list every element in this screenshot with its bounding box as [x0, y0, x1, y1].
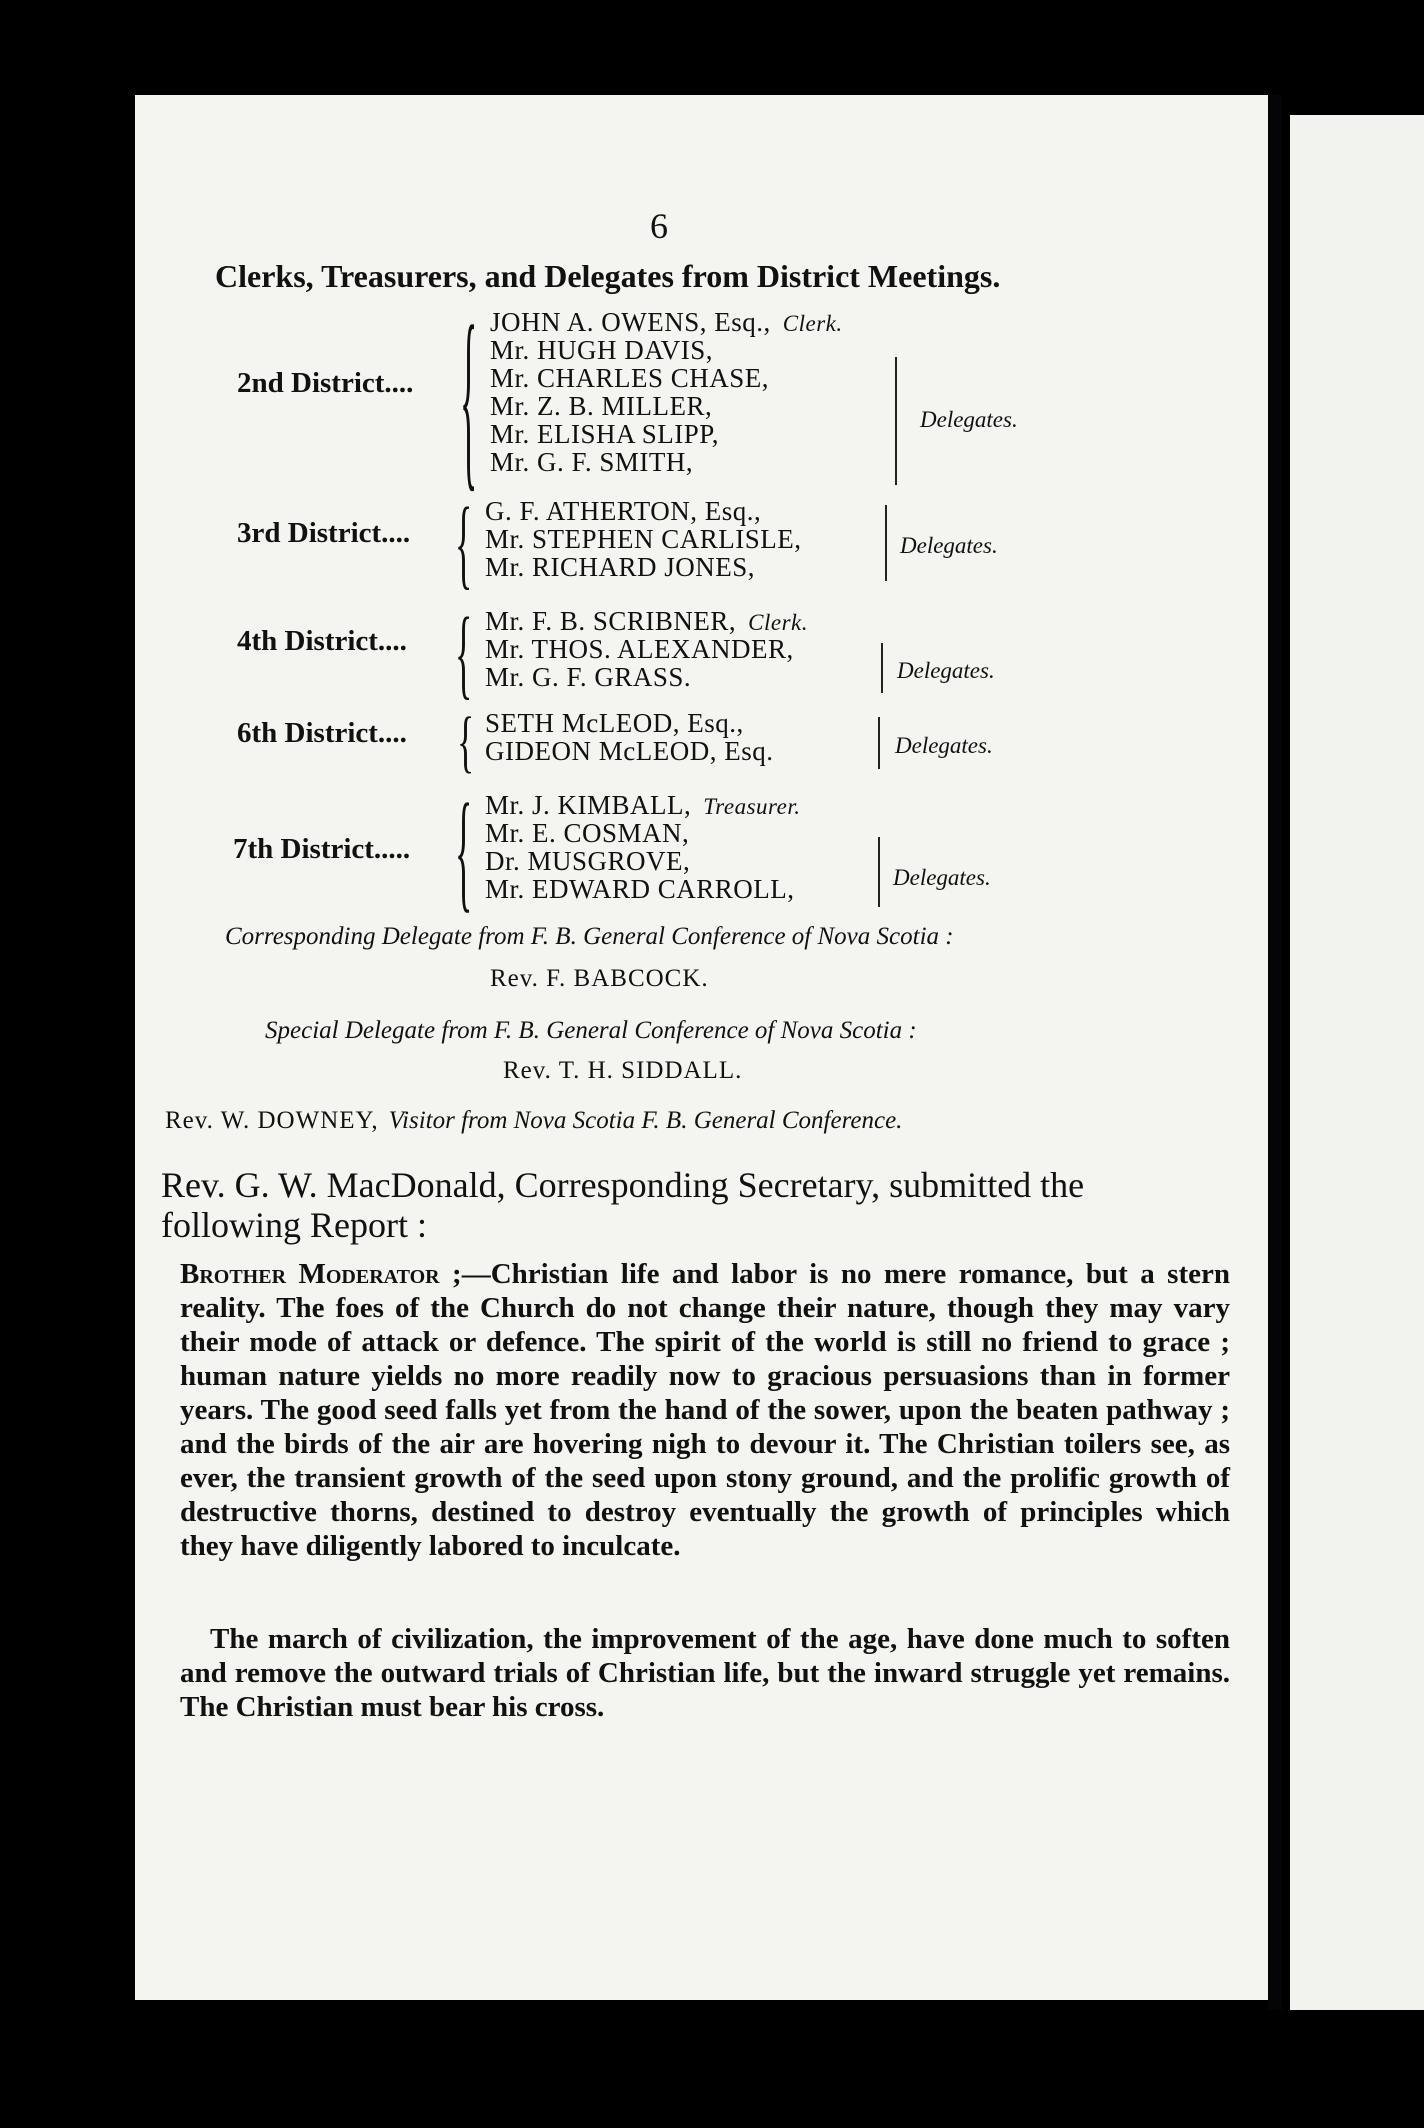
page-number: 6 [650, 206, 668, 246]
member-name: Mr. RICHARD JONES, [485, 552, 756, 582]
member-row [485, 847, 801, 875]
member-row [485, 819, 801, 847]
right-brace [887, 357, 897, 485]
corresponding-delegate-label: Corresponding Delegate from F. B. General Conference of Nova Scotia : [225, 923, 954, 950]
district-members-6th [485, 709, 773, 765]
member-name: JOHN A. OWENS, Esq., [490, 307, 771, 337]
district-label-3rd: 3rd District.... [237, 517, 411, 549]
left-brace: { [460, 285, 478, 509]
member-name: Mr. Z. B. MILLER, [490, 391, 713, 421]
member-name: Mr. HUGH DAVIS, [490, 335, 714, 365]
member-row [485, 553, 802, 581]
member-name: G. F. ATHERTON, Esq., [485, 496, 762, 526]
member-row [485, 607, 808, 635]
left-brace: { [455, 776, 473, 925]
special-delegate-name: Rev. T. H. SIDDALL. [503, 1057, 743, 1084]
district-members-4th [485, 607, 808, 691]
member-role: Treasurer. [703, 794, 801, 819]
member-name: Mr. CHARLES CHASE, [490, 363, 770, 393]
delegates-label: Delegates. [900, 533, 998, 558]
member-name: Mr. THOS. ALEXANDER, [485, 634, 794, 664]
visitor-name: Rev. W. DOWNEY, [165, 1107, 379, 1134]
member-row [485, 663, 808, 691]
member-row [485, 497, 802, 525]
visitor-label: Visitor from Nova Scotia F. B. General Conference. [388, 1107, 903, 1134]
right-brace [873, 643, 883, 693]
member-name: Mr. G. F. GRASS. [485, 662, 692, 692]
district-label-7th: 7th District..... [233, 833, 411, 865]
member-name: GIDEON McLEOD, Esq. [485, 736, 774, 766]
salutation: Brother Moderator ; [180, 1258, 462, 1290]
district-label-6th: 6th District.... [237, 717, 407, 749]
delegates-label: Delegates. [920, 407, 1018, 432]
left-brace: { [457, 703, 475, 780]
left-brace: { [455, 487, 473, 599]
member-row [490, 364, 843, 392]
delegates-label: Delegates. [897, 658, 995, 683]
book-page [135, 95, 1275, 2000]
member-row [485, 709, 773, 737]
member-name: Dr. MUSGROVE, [485, 846, 691, 876]
member-name: Mr. F. B. SCRIBNER, [485, 606, 737, 636]
page-edge-line [1268, 95, 1282, 2010]
member-name: Mr. ELISHA SLIPP, [490, 419, 720, 449]
district-label-2nd: 2nd District.... [237, 367, 414, 399]
member-role: Clerk. [782, 311, 843, 336]
member-row [485, 737, 773, 765]
delegates-label: Delegates. [893, 865, 991, 890]
member-row [490, 336, 843, 364]
member-row [485, 635, 808, 663]
right-brace [870, 837, 880, 907]
section-heading: Clerks, Treasurers, and Delegates from District Meetings. [215, 258, 1001, 294]
delegates-label: Delegates. [895, 733, 993, 758]
right-brace [870, 717, 880, 769]
member-row [490, 392, 843, 420]
member-name: Mr. G. F. SMITH, [490, 447, 694, 477]
member-row [485, 875, 801, 903]
member-name: Mr. STEPHEN CARLISLE, [485, 524, 802, 554]
report-paragraph-1 [180, 1257, 1230, 1563]
district-members-7th [485, 791, 801, 903]
special-delegate-label: Special Delegate from F. B. General Conference of Nova Scotia : [265, 1017, 917, 1044]
member-row [490, 448, 843, 476]
visitor-line [165, 1107, 902, 1135]
member-row [490, 308, 843, 336]
left-brace: { [455, 597, 473, 709]
member-role: Clerk. [748, 610, 809, 635]
member-name: Mr. E. COSMAN, [485, 818, 690, 848]
report-intro: Rev. G. W. MacDonald, Corresponding Secretary, submitted the following Report : [161, 1165, 1085, 1245]
district-members-3rd [485, 497, 802, 581]
report-paragraph-2: The march of civilization, the improvement of the age, have done much to soften and remove the outward trials of Christian life, but the inward struggle yet remains. The Christian must bear his cross. [180, 1623, 1230, 1723]
member-row [485, 791, 801, 819]
corresponding-delegate-name: Rev. F. BABCOCK. [490, 965, 709, 992]
member-name: Mr. J. KIMBALL, [485, 790, 692, 820]
district-label-4th: 4th District.... [237, 625, 407, 657]
paragraph-text: —Christian life and labor is no mere romance, but a stern reality. The foes of the Church do not change their nature, though they may vary their mode of attack or defence. The spirit of the world is still no friend to grace ; human nature yields no more readily now to gracious persuasions than in former years. The good seed falls yet from the hand of the sower, upon the beaten pathway ; and the birds of the air are hovering nigh to devour it. The Christian toilers see, as ever, the transient growth of the seed upon stony ground, and the prolific growth of destructive thorns, destined to destroy eventually the growth of principles which they have diligently labored to inculcate. [180, 1258, 1230, 1562]
district-members-2nd [490, 308, 843, 476]
adjacent-page-edge [1290, 115, 1424, 2010]
right-brace [877, 505, 887, 581]
member-row [490, 420, 843, 448]
member-row [485, 525, 802, 553]
member-name: Mr. EDWARD CARROLL, [485, 874, 795, 904]
member-name: SETH McLEOD, Esq., [485, 708, 744, 738]
